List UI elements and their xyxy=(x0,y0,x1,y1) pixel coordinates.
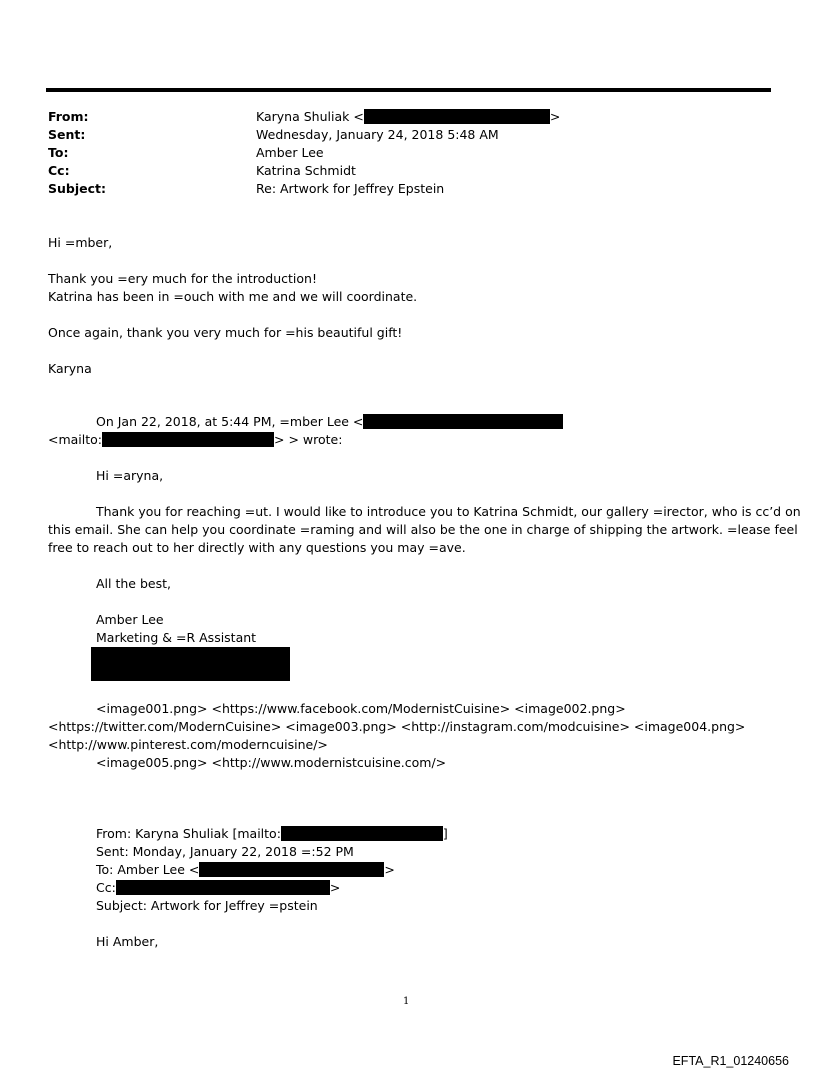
to-label: To: xyxy=(48,145,69,160)
to-row xyxy=(48,144,560,162)
quote1-sig-name: Amber Lee xyxy=(96,612,164,627)
from-label: From: xyxy=(48,109,89,124)
redaction-bar xyxy=(281,826,443,841)
quote1-intro xyxy=(96,413,563,431)
sent-row xyxy=(48,126,560,144)
quote2-cc xyxy=(96,879,340,897)
sent-value: Wednesday, January 24, 2018 5:48 AM xyxy=(256,127,499,142)
cc-row xyxy=(48,162,560,180)
quote1-intro-text: On Jan 22, 2018, at 5:44 PM, =mber Lee < xyxy=(96,414,364,429)
redaction-bar xyxy=(102,432,274,447)
cc-value: Katrina Schmidt xyxy=(256,163,356,178)
redaction-bar xyxy=(199,862,384,877)
page-number: 1 xyxy=(403,996,410,1007)
email-header xyxy=(48,108,560,198)
redaction-bar xyxy=(116,880,330,895)
reply-signature: Karyna xyxy=(48,361,92,376)
reply-line-2: Katrina has been in =ouch with me and we will coordinate. xyxy=(48,289,418,304)
reply-line-1: Thank you =ery much for the introduction! xyxy=(48,271,317,286)
from-value xyxy=(256,108,560,126)
quote2-from-close: ] xyxy=(442,826,448,841)
reply-greeting: Hi =mber, xyxy=(48,235,113,250)
quote2-sent: Sent: Monday, January 22, 2018 =:52 PM xyxy=(96,844,354,859)
quote2-to-text: To: Amber Lee < xyxy=(96,862,200,877)
to-value: Amber Lee xyxy=(256,145,324,160)
bates-number: EFTA_R1_01240656 xyxy=(672,1054,789,1068)
subject-label: Subject: xyxy=(48,181,106,196)
quote2-cc-close: > xyxy=(329,880,341,895)
quote1-para-line-1: Thank you for reaching =ut. I would like to introduce you to Katrina Schmidt, our gallery =irector, who is cc’d on xyxy=(96,504,801,519)
quote1-para-line-3: free to reach out to her directly with any questions you may =ave. xyxy=(48,540,466,555)
quote1-closing: All the best, xyxy=(96,576,171,591)
subject-row xyxy=(48,180,560,198)
quote2-to xyxy=(96,861,395,879)
quote1-greeting: Hi =aryna, xyxy=(96,468,164,483)
subject-value: Re: Artwork for Jeffrey Epstein xyxy=(256,181,445,196)
quote2-cc-text: Cc: xyxy=(96,880,116,895)
quote1-links-line-4: <image005.png> <http://www.modernistcuisine.com/> xyxy=(96,755,447,770)
signature-redaction-block xyxy=(91,647,290,681)
from-name: Karyna Shuliak < xyxy=(256,109,364,124)
quote2-to-close: > xyxy=(384,862,395,877)
redaction-bar xyxy=(364,109,550,124)
quote1-links-line-3: <http://www.pinterest.com/moderncuisine/> xyxy=(48,737,328,752)
from-row xyxy=(48,108,560,126)
mailto-prefix: <mailto: xyxy=(48,432,103,447)
quote1-mailto xyxy=(48,431,342,449)
header-rule xyxy=(46,88,771,92)
reply-line-3: Once again, thank you very much for =his beautiful gift! xyxy=(48,325,403,340)
mailto-suffix: > > wrote: xyxy=(274,432,343,447)
sent-label: Sent: xyxy=(48,127,86,142)
redaction-bar xyxy=(363,414,563,429)
from-close: > xyxy=(549,109,561,124)
quote1-sig-title: Marketing & =R Assistant xyxy=(96,630,257,645)
quote1-links-line-2: <https://twitter.com/ModernCuisine> <image003.png> <http://instagram.com/modcuisine> <image004.png> xyxy=(48,719,746,734)
quote1-para-line-2: this email. She can help you coordinate =raming and will also be the one in charge of shipping the artwork. =lease feel xyxy=(48,522,798,537)
quote2-from-text: From: Karyna Shuliak [mailto: xyxy=(96,826,281,841)
quote2-greeting: Hi Amber, xyxy=(96,934,159,949)
quote2-subject: Subject: Artwork for Jeffrey =pstein xyxy=(96,898,318,913)
quote2-from xyxy=(96,825,448,843)
cc-label: Cc: xyxy=(48,163,70,178)
quote1-links-line-1: <image001.png> <https://www.facebook.com/ModernistCuisine> <image002.png> xyxy=(96,701,626,716)
